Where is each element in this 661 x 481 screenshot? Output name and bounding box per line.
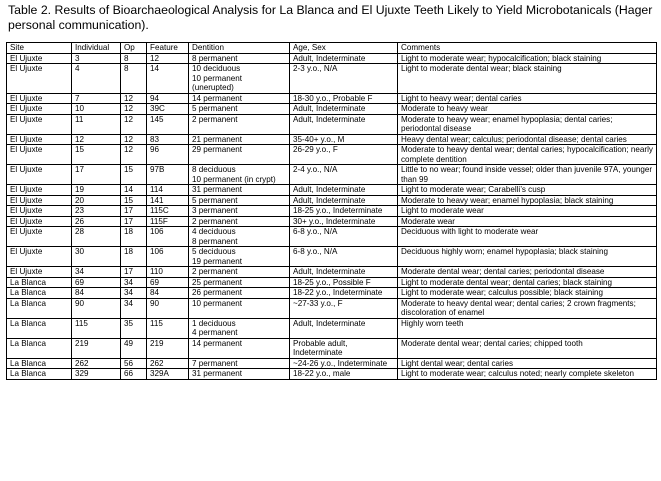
cell-site: El Ujuxte: [7, 134, 72, 145]
cell-age-sex: 26-29 y.o., F: [290, 145, 398, 165]
table-row: [7, 338, 657, 358]
cell-comments: Moderate to heavy wear: [398, 104, 657, 115]
cell-individual: 219: [72, 338, 121, 358]
cell-site: El Ujuxte: [7, 93, 72, 104]
cell-feature: 106: [147, 247, 189, 267]
column-header-comments: Comments: [398, 43, 657, 54]
cell-age-sex: Adult, Indeterminate: [290, 195, 398, 206]
cell-age-sex: Adult, Indeterminate: [290, 53, 398, 64]
table-row: [7, 53, 657, 64]
cell-comments: Moderate to heavy wear; enamel hypoplasia; dental caries; periodontal disease: [398, 114, 657, 134]
cell-feature: 115: [147, 318, 189, 338]
cell-feature: 114: [147, 185, 189, 196]
cell-individual: 84: [72, 288, 121, 299]
cell-individual: 4: [72, 64, 121, 94]
cell-individual: 90: [72, 298, 121, 318]
cell-age-sex: ~24-26 y.o., Indeterminate: [290, 358, 398, 369]
cell-dentition: 14 permanent: [189, 93, 290, 104]
cell-op: 18: [121, 227, 147, 247]
cell-individual: 12: [72, 134, 121, 145]
cell-site: La Blanca: [7, 298, 72, 318]
cell-age-sex: Adult, Indeterminate: [290, 114, 398, 134]
cell-dentition: 31 permanent: [189, 369, 290, 380]
cell-individual: 23: [72, 206, 121, 217]
cell-age-sex: 2-4 y.o., N/A: [290, 165, 398, 185]
column-header-dentition: Dentition: [189, 43, 290, 54]
cell-site: El Ujuxte: [7, 53, 72, 64]
cell-individual: 11: [72, 114, 121, 134]
cell-feature: 83: [147, 134, 189, 145]
column-header-site: Site: [7, 43, 72, 54]
cell-comments: Moderate to heavy dental wear; dental caries; 2 crown fragments; discoloration of enamel: [398, 298, 657, 318]
table-row: [7, 134, 657, 145]
cell-feature: 115C: [147, 206, 189, 217]
cell-feature: 94: [147, 93, 189, 104]
cell-op: 12: [121, 114, 147, 134]
table-row: [7, 195, 657, 206]
cell-feature: 90: [147, 298, 189, 318]
cell-dentition: 21 permanent: [189, 134, 290, 145]
cell-comments: Highly worn teeth: [398, 318, 657, 338]
cell-age-sex: Adult, Indeterminate: [290, 267, 398, 278]
cell-dentition: 25 permanent: [189, 277, 290, 288]
cell-dentition: 5 permanent: [189, 195, 290, 206]
cell-site: La Blanca: [7, 369, 72, 380]
cell-feature: 69: [147, 277, 189, 288]
cell-dentition: 4 deciduous 8 permanent: [189, 227, 290, 247]
cell-op: 12: [121, 145, 147, 165]
cell-op: 8: [121, 53, 147, 64]
table-row: [7, 64, 657, 94]
cell-comments: Moderate wear: [398, 216, 657, 227]
cell-individual: 30: [72, 247, 121, 267]
table-row: [7, 206, 657, 217]
table-row: [7, 93, 657, 104]
cell-age-sex: 2-3 y.o., N/A: [290, 64, 398, 94]
cell-comments: Light to moderate wear; calculus noted; nearly complete skeleton: [398, 369, 657, 380]
cell-comments: Light to moderate wear; calculus possible; black staining: [398, 288, 657, 299]
cell-age-sex: 6-8 y.o., N/A: [290, 247, 398, 267]
cell-age-sex: ~27-33 y.o., F: [290, 298, 398, 318]
cell-op: 66: [121, 369, 147, 380]
cell-age-sex: Probable adult, Indeterminate: [290, 338, 398, 358]
cell-site: El Ujuxte: [7, 185, 72, 196]
cell-op: 17: [121, 267, 147, 278]
table-row: [7, 216, 657, 227]
cell-comments: Moderate to heavy dental wear; dental caries; hypocalcification; nearly complete dentition: [398, 145, 657, 165]
cell-feature: 84: [147, 288, 189, 299]
cell-feature: 97B: [147, 165, 189, 185]
cell-op: 12: [121, 93, 147, 104]
table-row: [7, 104, 657, 115]
cell-feature: 12: [147, 53, 189, 64]
cell-op: 34: [121, 288, 147, 299]
cell-feature: 39C: [147, 104, 189, 115]
cell-dentition: 10 deciduous 10 permanent (unerupted): [189, 64, 290, 94]
table-row: [7, 358, 657, 369]
cell-dentition: 2 permanent: [189, 114, 290, 134]
cell-op: 15: [121, 195, 147, 206]
cell-age-sex: Adult, Indeterminate: [290, 318, 398, 338]
cell-comments: Light to moderate dental wear; dental caries; black staining: [398, 277, 657, 288]
column-header-op: Op: [121, 43, 147, 54]
cell-individual: 20: [72, 195, 121, 206]
cell-dentition: 5 deciduous 19 permanent: [189, 247, 290, 267]
cell-dentition: 26 permanent: [189, 288, 290, 299]
cell-age-sex: 18-22 y.o., Indeterminate: [290, 288, 398, 299]
table-row: [7, 267, 657, 278]
table-row: [7, 288, 657, 299]
table-row: [7, 185, 657, 196]
cell-age-sex: 18-30 y.o., Probable F: [290, 93, 398, 104]
cell-op: 56: [121, 358, 147, 369]
cell-feature: 219: [147, 338, 189, 358]
cell-feature: 141: [147, 195, 189, 206]
cell-dentition: 2 permanent: [189, 216, 290, 227]
cell-comments: Moderate to heavy wear; enamel hypoplasia; black staining: [398, 195, 657, 206]
cell-op: 49: [121, 338, 147, 358]
cell-op: 14: [121, 185, 147, 196]
cell-site: La Blanca: [7, 277, 72, 288]
cell-op: 17: [121, 216, 147, 227]
cell-site: La Blanca: [7, 318, 72, 338]
cell-individual: 3: [72, 53, 121, 64]
cell-dentition: 7 permanent: [189, 358, 290, 369]
cell-comments: Light to moderate wear; Carabelli’s cusp: [398, 185, 657, 196]
cell-op: 34: [121, 277, 147, 288]
cell-feature: 106: [147, 227, 189, 247]
column-header-age-sex: Age, Sex: [290, 43, 398, 54]
cell-age-sex: 30+ y.o., Indeterminate: [290, 216, 398, 227]
cell-individual: 26: [72, 216, 121, 227]
cell-op: 34: [121, 298, 147, 318]
cell-op: 12: [121, 104, 147, 115]
cell-individual: 28: [72, 227, 121, 247]
table-row: [7, 369, 657, 380]
cell-comments: Light to moderate wear; hypocalcification; black staining: [398, 53, 657, 64]
table-row: [7, 145, 657, 165]
cell-individual: 7: [72, 93, 121, 104]
cell-op: 8: [121, 64, 147, 94]
cell-dentition: 14 permanent: [189, 338, 290, 358]
cell-age-sex: 18-25 y.o., Possible F: [290, 277, 398, 288]
cell-site: El Ujuxte: [7, 267, 72, 278]
cell-site: El Ujuxte: [7, 216, 72, 227]
cell-dentition: 2 permanent: [189, 267, 290, 278]
cell-age-sex: Adult, Indeterminate: [290, 104, 398, 115]
cell-individual: 262: [72, 358, 121, 369]
column-header-individual: Individual: [72, 43, 121, 54]
cell-dentition: 1 deciduous 4 permanent: [189, 318, 290, 338]
cell-comments: Moderate dental wear; dental caries; periodontal disease: [398, 267, 657, 278]
cell-site: La Blanca: [7, 358, 72, 369]
cell-age-sex: 18-22 y.o., male: [290, 369, 398, 380]
cell-individual: 15: [72, 145, 121, 165]
cell-age-sex: 18-25 y.o., Indeterminate: [290, 206, 398, 217]
cell-comments: Light to heavy wear; dental caries: [398, 93, 657, 104]
cell-dentition: 3 permanent: [189, 206, 290, 217]
cell-comments: Moderate dental wear; dental caries; chipped tooth: [398, 338, 657, 358]
cell-site: El Ujuxte: [7, 64, 72, 94]
table-row: [7, 227, 657, 247]
cell-site: El Ujuxte: [7, 195, 72, 206]
cell-op: 15: [121, 165, 147, 185]
cell-comments: Light to moderate dental wear; black staining: [398, 64, 657, 94]
table-row: [7, 247, 657, 267]
cell-feature: 262: [147, 358, 189, 369]
cell-feature: 329A: [147, 369, 189, 380]
cell-individual: 115: [72, 318, 121, 338]
cell-comments: Light to moderate wear: [398, 206, 657, 217]
table-caption: Table 2. Results of Bioarchaeological Analysis for La Blanca and El Ujuxte Teeth Likely to Yield Microbotanicals (Hager personal communication).: [8, 3, 653, 32]
cell-dentition: 31 permanent: [189, 185, 290, 196]
cell-individual: 17: [72, 165, 121, 185]
cell-site: El Ujuxte: [7, 104, 72, 115]
cell-individual: 69: [72, 277, 121, 288]
cell-age-sex: Adult, Indeterminate: [290, 185, 398, 196]
cell-dentition: 8 deciduous 10 permanent (in crypt): [189, 165, 290, 185]
cell-individual: 19: [72, 185, 121, 196]
cell-op: 18: [121, 247, 147, 267]
table-row: [7, 165, 657, 185]
table-row: [7, 277, 657, 288]
cell-op: 35: [121, 318, 147, 338]
table-row: [7, 114, 657, 134]
cell-feature: 145: [147, 114, 189, 134]
cell-feature: 14: [147, 64, 189, 94]
cell-feature: 110: [147, 267, 189, 278]
table-row: [7, 298, 657, 318]
cell-site: El Ujuxte: [7, 145, 72, 165]
cell-comments: Little to no wear; found inside vessel; older than juvenile 97A, younger than 99: [398, 165, 657, 185]
cell-dentition: 8 permanent: [189, 53, 290, 64]
cell-individual: 10: [72, 104, 121, 115]
cell-site: El Ujuxte: [7, 165, 72, 185]
cell-feature: 115F: [147, 216, 189, 227]
cell-site: El Ujuxte: [7, 247, 72, 267]
cell-dentition: 10 permanent: [189, 298, 290, 318]
cell-age-sex: 35-40+ y.o., M: [290, 134, 398, 145]
cell-site: La Blanca: [7, 338, 72, 358]
table-row: [7, 318, 657, 338]
cell-feature: 96: [147, 145, 189, 165]
cell-op: 17: [121, 206, 147, 217]
table-body: [7, 53, 657, 379]
results-table: [6, 42, 657, 380]
cell-comments: Heavy dental wear; calculus; periodontal disease; dental caries: [398, 134, 657, 145]
cell-dentition: 29 permanent: [189, 145, 290, 165]
cell-individual: 329: [72, 369, 121, 380]
cell-op: 12: [121, 134, 147, 145]
table-header-row: [7, 43, 657, 54]
cell-site: La Blanca: [7, 288, 72, 299]
cell-age-sex: 6-8 y.o., N/A: [290, 227, 398, 247]
cell-site: El Ujuxte: [7, 227, 72, 247]
column-header-feature: Feature: [147, 43, 189, 54]
cell-site: El Ujuxte: [7, 206, 72, 217]
cell-dentition: 5 permanent: [189, 104, 290, 115]
cell-comments: Deciduous with light to moderate wear: [398, 227, 657, 247]
cell-individual: 34: [72, 267, 121, 278]
cell-comments: Light dental wear; dental caries: [398, 358, 657, 369]
cell-site: El Ujuxte: [7, 114, 72, 134]
cell-comments: Deciduous highly worn; enamel hypoplasia; black staining: [398, 247, 657, 267]
